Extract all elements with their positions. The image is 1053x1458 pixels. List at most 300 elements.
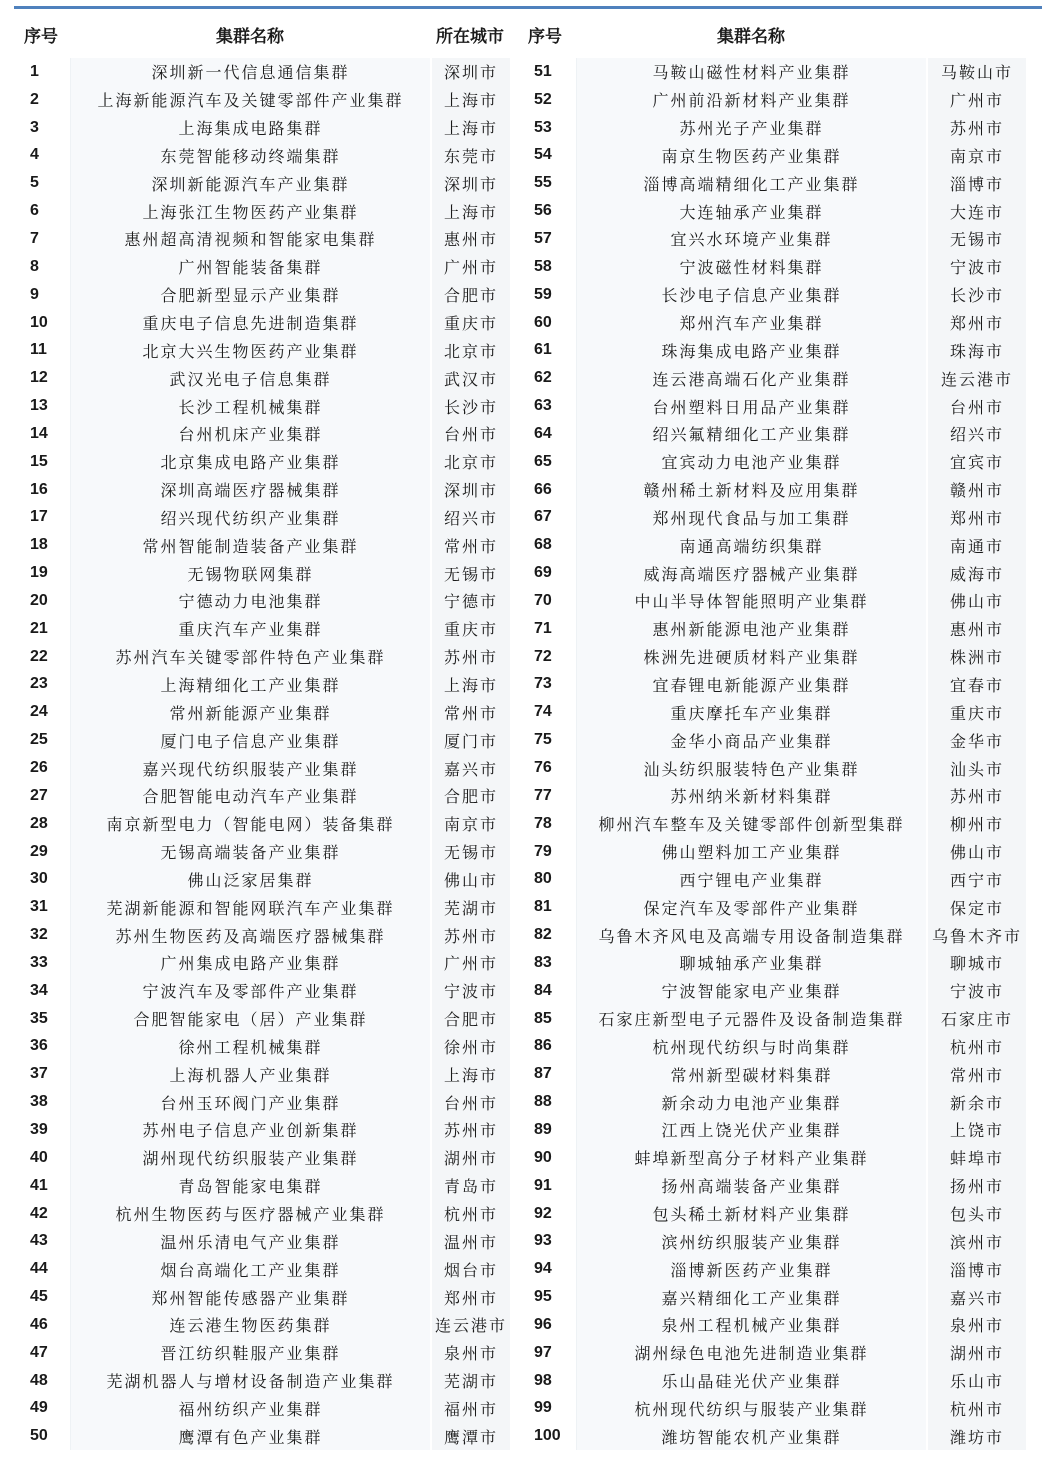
- row-number: 75: [534, 731, 552, 749]
- table-row: [16, 1395, 510, 1423]
- table-row: [16, 949, 510, 977]
- table-row: [16, 336, 510, 364]
- row-number: 56: [534, 202, 552, 220]
- cluster-name: 烟台高端化工产业集群: [70, 1255, 430, 1283]
- table-row: [520, 364, 1026, 392]
- city-name: 惠州市: [430, 225, 510, 253]
- cluster-name: 深圳新一代信息通信集群: [70, 58, 430, 86]
- cluster-name: 郑州智能传感器产业集群: [70, 1283, 430, 1311]
- city-name: 新余市: [926, 1088, 1026, 1116]
- city-name: 上饶市: [926, 1116, 1026, 1144]
- city-name: 上海市: [430, 671, 510, 699]
- city-name: 深圳市: [430, 476, 510, 504]
- row-number: 81: [534, 898, 552, 916]
- row-number: 58: [534, 257, 552, 275]
- table-row: [520, 1311, 1026, 1339]
- city-name: 南通市: [926, 531, 1026, 559]
- city-name: 鹰潭市: [430, 1422, 510, 1450]
- city-name: 厦门市: [430, 726, 510, 754]
- row-number: 71: [534, 619, 552, 637]
- city-name: 重庆市: [430, 309, 510, 337]
- table-row: [16, 114, 510, 142]
- city-name: 苏州市: [926, 782, 1026, 810]
- cluster-name: 台州塑料日用品产业集群: [576, 392, 926, 420]
- city-name: 长沙市: [430, 392, 510, 420]
- cluster-name: 广州集成电路产业集群: [70, 949, 430, 977]
- city-name: 重庆市: [430, 615, 510, 643]
- table-row: [520, 1033, 1026, 1061]
- city-name: 宜宾市: [926, 448, 1026, 476]
- table-row: [16, 1311, 510, 1339]
- table-row: [520, 754, 1026, 782]
- table-row: [16, 838, 510, 866]
- row-number: 73: [534, 675, 552, 693]
- cluster-name: 温州乐清电气产业集群: [70, 1227, 430, 1255]
- cluster-name: 杭州生物医药与医疗器械产业集群: [70, 1200, 430, 1228]
- table-row: [520, 114, 1026, 142]
- row-number: 61: [534, 341, 552, 359]
- city-name: 青岛市: [430, 1172, 510, 1200]
- cluster-name: 惠州超高清视频和智能家电集群: [70, 225, 430, 253]
- cluster-name: 芜湖机器人与增材设备制造产业集群: [70, 1367, 430, 1395]
- table-row: [16, 754, 510, 782]
- rows-right: [520, 58, 1026, 1450]
- city-name: 上海市: [430, 197, 510, 225]
- table-row: [520, 726, 1026, 754]
- cluster-name: 宁波汽车及零部件产业集群: [70, 977, 430, 1005]
- row-number: 1: [30, 62, 39, 80]
- table-row: [520, 1060, 1026, 1088]
- city-name: 重庆市: [926, 698, 1026, 726]
- row-number: 42: [30, 1204, 48, 1222]
- table-row: [520, 1172, 1026, 1200]
- cluster-name: 青岛智能家电集群: [70, 1172, 430, 1200]
- cluster-name: 常州新能源产业集群: [70, 698, 430, 726]
- row-number: 99: [534, 1399, 552, 1417]
- cluster-name: 中山半导体智能照明产业集群: [576, 587, 926, 615]
- cluster-name: 扬州高端装备产业集群: [576, 1172, 926, 1200]
- row-number: 22: [30, 647, 48, 665]
- table-row: [520, 336, 1026, 364]
- city-name: 泉州市: [430, 1339, 510, 1367]
- table-row: [520, 1005, 1026, 1033]
- city-name: 常州市: [926, 1060, 1026, 1088]
- table-row: [520, 698, 1026, 726]
- city-name: 北京市: [430, 448, 510, 476]
- row-number: 97: [534, 1343, 552, 1361]
- table-row: [520, 1339, 1026, 1367]
- row-number: 40: [30, 1148, 48, 1166]
- table-row: [520, 1367, 1026, 1395]
- city-name: 南京市: [430, 810, 510, 838]
- row-number: 92: [534, 1204, 552, 1222]
- row-number: 94: [534, 1260, 552, 1278]
- row-number: 15: [30, 452, 48, 470]
- city-name: 嘉兴市: [926, 1283, 1026, 1311]
- city-name: 金华市: [926, 726, 1026, 754]
- row-number: 78: [534, 814, 552, 832]
- row-number: 28: [30, 814, 48, 832]
- cluster-name: 淄博新医药产业集群: [576, 1255, 926, 1283]
- table-row: [16, 1088, 510, 1116]
- header-name: 集群名称: [717, 26, 785, 47]
- cluster-name: 苏州纳米新材料集群: [576, 782, 926, 810]
- cluster-name: 大连轴承产业集群: [576, 197, 926, 225]
- cluster-name: 湖州绿色电池先进制造业集群: [576, 1339, 926, 1367]
- city-name: 烟台市: [430, 1255, 510, 1283]
- cluster-name: 宜春锂电新能源产业集群: [576, 671, 926, 699]
- row-number: 47: [30, 1343, 48, 1361]
- city-name: 常州市: [430, 698, 510, 726]
- city-name: 宜春市: [926, 671, 1026, 699]
- row-number: 17: [30, 508, 48, 526]
- row-number: 87: [534, 1065, 552, 1083]
- row-number: 14: [30, 424, 48, 442]
- row-number: 57: [534, 229, 552, 247]
- row-number: 35: [30, 1009, 48, 1027]
- table-row: [520, 420, 1026, 448]
- row-number: 54: [534, 146, 552, 164]
- cluster-name: 北京集成电路产业集群: [70, 448, 430, 476]
- table-row: [16, 671, 510, 699]
- row-number: 23: [30, 675, 48, 693]
- table-row: [16, 364, 510, 392]
- row-number: 69: [534, 564, 552, 582]
- row-number: 65: [534, 452, 552, 470]
- table-row: [16, 1422, 510, 1450]
- row-number: 91: [534, 1176, 552, 1194]
- cluster-name: 北京大兴生物医药产业集群: [70, 336, 430, 364]
- table-row: [16, 1255, 510, 1283]
- cluster-name: 绍兴现代纺织产业集群: [70, 504, 430, 532]
- cluster-name: 常州智能制造装备产业集群: [70, 531, 430, 559]
- city-name: 扬州市: [926, 1172, 1026, 1200]
- table-row: [520, 1227, 1026, 1255]
- table-row: [520, 949, 1026, 977]
- city-name: 苏州市: [926, 114, 1026, 142]
- cluster-name: 鹰潭有色产业集群: [70, 1422, 430, 1450]
- cluster-name: 金华小商品产业集群: [576, 726, 926, 754]
- cluster-name: 宁波磁性材料集群: [576, 253, 926, 281]
- city-name: 蚌埠市: [926, 1144, 1026, 1172]
- row-number: 83: [534, 953, 552, 971]
- cluster-name: 重庆汽车产业集群: [70, 615, 430, 643]
- cluster-name: 武汉光电子信息集群: [70, 364, 430, 392]
- city-name: 上海市: [430, 1060, 510, 1088]
- city-name: 东莞市: [430, 142, 510, 170]
- city-name: 广州市: [430, 253, 510, 281]
- table-row: [16, 615, 510, 643]
- cluster-name: 重庆电子信息先进制造集群: [70, 309, 430, 337]
- city-name: 湖州市: [430, 1144, 510, 1172]
- table-row: [520, 1283, 1026, 1311]
- table-row: [520, 253, 1026, 281]
- row-number: 9: [30, 285, 39, 303]
- table-right: [520, 10, 1026, 1450]
- table-row: [16, 698, 510, 726]
- table-row: [520, 281, 1026, 309]
- city-name: 合肥市: [430, 782, 510, 810]
- city-name: 马鞍山市: [926, 58, 1026, 86]
- cluster-name: 台州机床产业集群: [70, 420, 430, 448]
- row-number: 95: [534, 1288, 552, 1306]
- table-row: [16, 58, 510, 86]
- row-number: 41: [30, 1176, 48, 1194]
- cluster-name: 宜宾动力电池产业集群: [576, 448, 926, 476]
- table-row: [16, 1200, 510, 1228]
- cluster-name: 郑州汽车产业集群: [576, 309, 926, 337]
- table-row: [520, 1200, 1026, 1228]
- cluster-name: 乐山晶硅光伏产业集群: [576, 1367, 926, 1395]
- city-name: 泉州市: [926, 1311, 1026, 1339]
- table-row: [16, 169, 510, 197]
- table-row: [520, 58, 1026, 86]
- row-number: 21: [30, 619, 48, 637]
- cluster-name: 杭州现代纺织与时尚集群: [576, 1033, 926, 1061]
- table-row: [520, 1144, 1026, 1172]
- row-number: 88: [534, 1093, 552, 1111]
- cluster-name: 湖州现代纺织服装产业集群: [70, 1144, 430, 1172]
- table-row: [520, 977, 1026, 1005]
- city-name: 威海市: [926, 559, 1026, 587]
- table-row: [520, 504, 1026, 532]
- city-name: 广州市: [430, 949, 510, 977]
- cluster-name: 宜兴水环境产业集群: [576, 225, 926, 253]
- city-name: 北京市: [430, 336, 510, 364]
- cluster-name: 合肥新型显示产业集群: [70, 281, 430, 309]
- cluster-name: 广州智能装备集群: [70, 253, 430, 281]
- cluster-name: 长沙电子信息产业集群: [576, 281, 926, 309]
- table-row: [520, 643, 1026, 671]
- table-row: [520, 587, 1026, 615]
- row-number: 13: [30, 397, 48, 415]
- cluster-name: 深圳新能源汽车产业集群: [70, 169, 430, 197]
- row-number: 66: [534, 480, 552, 498]
- cluster-name: 江西上饶光伏产业集群: [576, 1116, 926, 1144]
- cluster-name: 惠州新能源电池产业集群: [576, 615, 926, 643]
- table-row: [16, 726, 510, 754]
- cluster-name: 宁波智能家电产业集群: [576, 977, 926, 1005]
- cluster-name: 苏州光子产业集群: [576, 114, 926, 142]
- row-number: 29: [30, 842, 48, 860]
- cluster-name: 深圳高端医疗器械集群: [70, 476, 430, 504]
- city-name: 郑州市: [430, 1283, 510, 1311]
- top-accent-bar: [14, 6, 1042, 9]
- row-number: 25: [30, 731, 48, 749]
- cluster-name: 泉州工程机械产业集群: [576, 1311, 926, 1339]
- table-row: [16, 587, 510, 615]
- table-row: [16, 1005, 510, 1033]
- cluster-name: 马鞍山磁性材料产业集群: [576, 58, 926, 86]
- row-number: 74: [534, 703, 552, 721]
- table-row: [520, 1088, 1026, 1116]
- row-number: 98: [534, 1371, 552, 1389]
- row-number: 79: [534, 842, 552, 860]
- row-number: 37: [30, 1065, 48, 1083]
- row-number: 55: [534, 174, 552, 192]
- table-row: [16, 810, 510, 838]
- cluster-name: 上海集成电路集群: [70, 114, 430, 142]
- row-number: 96: [534, 1315, 552, 1333]
- city-name: 赣州市: [926, 476, 1026, 504]
- table-header: [520, 10, 1026, 58]
- cluster-name: 嘉兴精细化工产业集群: [576, 1283, 926, 1311]
- table-row: [520, 225, 1026, 253]
- table-row: [520, 671, 1026, 699]
- cluster-name: 绍兴氟精细化工产业集群: [576, 420, 926, 448]
- row-number: 20: [30, 591, 48, 609]
- table-row: [520, 197, 1026, 225]
- row-number: 59: [534, 285, 552, 303]
- row-number: 44: [30, 1260, 48, 1278]
- cluster-name: 上海张江生物医药产业集群: [70, 197, 430, 225]
- cluster-name: 柳州汽车整车及关键零部件创新型集群: [576, 810, 926, 838]
- city-name: 芜湖市: [430, 893, 510, 921]
- row-number: 18: [30, 536, 48, 554]
- table-row: [520, 169, 1026, 197]
- cluster-name: 东莞智能移动终端集群: [70, 142, 430, 170]
- table-row: [520, 476, 1026, 504]
- city-name: 宁波市: [926, 253, 1026, 281]
- row-number: 84: [534, 981, 552, 999]
- cluster-name: 南京生物医药产业集群: [576, 142, 926, 170]
- cluster-name: 苏州汽车关键零部件特色产业集群: [70, 643, 430, 671]
- table-row: [520, 1255, 1026, 1283]
- cluster-name: 汕头纺织服装特色产业集群: [576, 754, 926, 782]
- cluster-name: 无锡物联网集群: [70, 559, 430, 587]
- table-row: [16, 865, 510, 893]
- city-name: 宁波市: [926, 977, 1026, 1005]
- row-number: 85: [534, 1009, 552, 1027]
- city-name: 郑州市: [926, 309, 1026, 337]
- cluster-name: 长沙工程机械集群: [70, 392, 430, 420]
- city-name: 杭州市: [926, 1033, 1026, 1061]
- cluster-name: 上海新能源汽车及关键零部件产业集群: [70, 86, 430, 114]
- cluster-name: 佛山塑料加工产业集群: [576, 838, 926, 866]
- table-row: [16, 309, 510, 337]
- city-name: 苏州市: [430, 1116, 510, 1144]
- cluster-name: 潍坊智能农机产业集群: [576, 1422, 926, 1450]
- table-row: [520, 309, 1026, 337]
- row-number: 30: [30, 870, 48, 888]
- row-number: 60: [534, 313, 552, 331]
- cluster-name: 宁德动力电池集群: [70, 587, 430, 615]
- city-name: 珠海市: [926, 336, 1026, 364]
- city-name: 淄博市: [926, 169, 1026, 197]
- city-name: 合肥市: [430, 281, 510, 309]
- header-num: 序号: [528, 26, 562, 47]
- city-name: 西宁市: [926, 865, 1026, 893]
- table-row: [16, 1116, 510, 1144]
- row-number: 72: [534, 647, 552, 665]
- table-row: [16, 392, 510, 420]
- city-name: 株洲市: [926, 643, 1026, 671]
- row-number: 34: [30, 981, 48, 999]
- row-number: 67: [534, 508, 552, 526]
- city-name: 无锡市: [430, 559, 510, 587]
- table-header: [16, 10, 510, 58]
- city-name: 深圳市: [430, 58, 510, 86]
- row-number: 53: [534, 118, 552, 136]
- row-number: 49: [30, 1399, 48, 1417]
- city-name: 福州市: [430, 1395, 510, 1423]
- cluster-name: 珠海集成电路产业集群: [576, 336, 926, 364]
- row-number: 70: [534, 591, 552, 609]
- cluster-name: 新余动力电池产业集群: [576, 1088, 926, 1116]
- city-name: 上海市: [430, 86, 510, 114]
- city-name: 杭州市: [926, 1395, 1026, 1423]
- row-number: 5: [30, 174, 39, 192]
- row-number: 39: [30, 1120, 48, 1138]
- cluster-name: 包头稀土新材料产业集群: [576, 1200, 926, 1228]
- city-name: 合肥市: [430, 1005, 510, 1033]
- table-row: [520, 865, 1026, 893]
- cluster-name: 嘉兴现代纺织服装产业集群: [70, 754, 430, 782]
- city-name: 佛山市: [926, 838, 1026, 866]
- table-row: [520, 810, 1026, 838]
- city-name: 武汉市: [430, 364, 510, 392]
- cluster-name: 苏州电子信息产业创新集群: [70, 1116, 430, 1144]
- row-number: 80: [534, 870, 552, 888]
- cluster-name: 连云港生物医药集群: [70, 1311, 430, 1339]
- cluster-name: 上海机器人产业集群: [70, 1060, 430, 1088]
- table-row: [16, 782, 510, 810]
- row-number: 24: [30, 703, 48, 721]
- cluster-name: 滨州纺织服装产业集群: [576, 1227, 926, 1255]
- table-row: [16, 142, 510, 170]
- table-row: [16, 197, 510, 225]
- row-number: 7: [30, 229, 39, 247]
- table-row: [16, 86, 510, 114]
- city-name: 乌鲁木齐市: [926, 921, 1026, 949]
- city-name: 汕头市: [926, 754, 1026, 782]
- row-number: 90: [534, 1148, 552, 1166]
- table-row: [520, 782, 1026, 810]
- city-name: 宁德市: [430, 587, 510, 615]
- row-number: 86: [534, 1037, 552, 1055]
- city-name: 包头市: [926, 1200, 1026, 1228]
- city-name: 上海市: [430, 114, 510, 142]
- row-number: 2: [30, 90, 39, 108]
- cluster-name: 无锡高端装备产业集群: [70, 838, 430, 866]
- header-city: 所在城市: [436, 26, 504, 47]
- city-name: 无锡市: [926, 225, 1026, 253]
- table-row: [520, 615, 1026, 643]
- cluster-name: 晋江纺织鞋服产业集群: [70, 1339, 430, 1367]
- cluster-name: 赣州稀土新材料及应用集群: [576, 476, 926, 504]
- row-number: 48: [30, 1371, 48, 1389]
- city-name: 湖州市: [926, 1339, 1026, 1367]
- city-name: 温州市: [430, 1227, 510, 1255]
- table-row: [520, 531, 1026, 559]
- row-number: 3: [30, 118, 39, 136]
- row-number: 76: [534, 759, 552, 777]
- city-name: 芜湖市: [430, 1367, 510, 1395]
- cluster-name: 淄博高端精细化工产业集群: [576, 169, 926, 197]
- table-row: [520, 142, 1026, 170]
- city-name: 广州市: [926, 86, 1026, 114]
- table-row: [520, 893, 1026, 921]
- cluster-name: 西宁锂电产业集群: [576, 865, 926, 893]
- row-number: 93: [534, 1232, 552, 1250]
- table-row: [520, 838, 1026, 866]
- city-name: 苏州市: [430, 643, 510, 671]
- city-name: 苏州市: [430, 921, 510, 949]
- table-row: [16, 1339, 510, 1367]
- cluster-name: 郑州现代食品与加工集群: [576, 504, 926, 532]
- table-row: [520, 1116, 1026, 1144]
- cluster-name: 南通高端纺织集群: [576, 531, 926, 559]
